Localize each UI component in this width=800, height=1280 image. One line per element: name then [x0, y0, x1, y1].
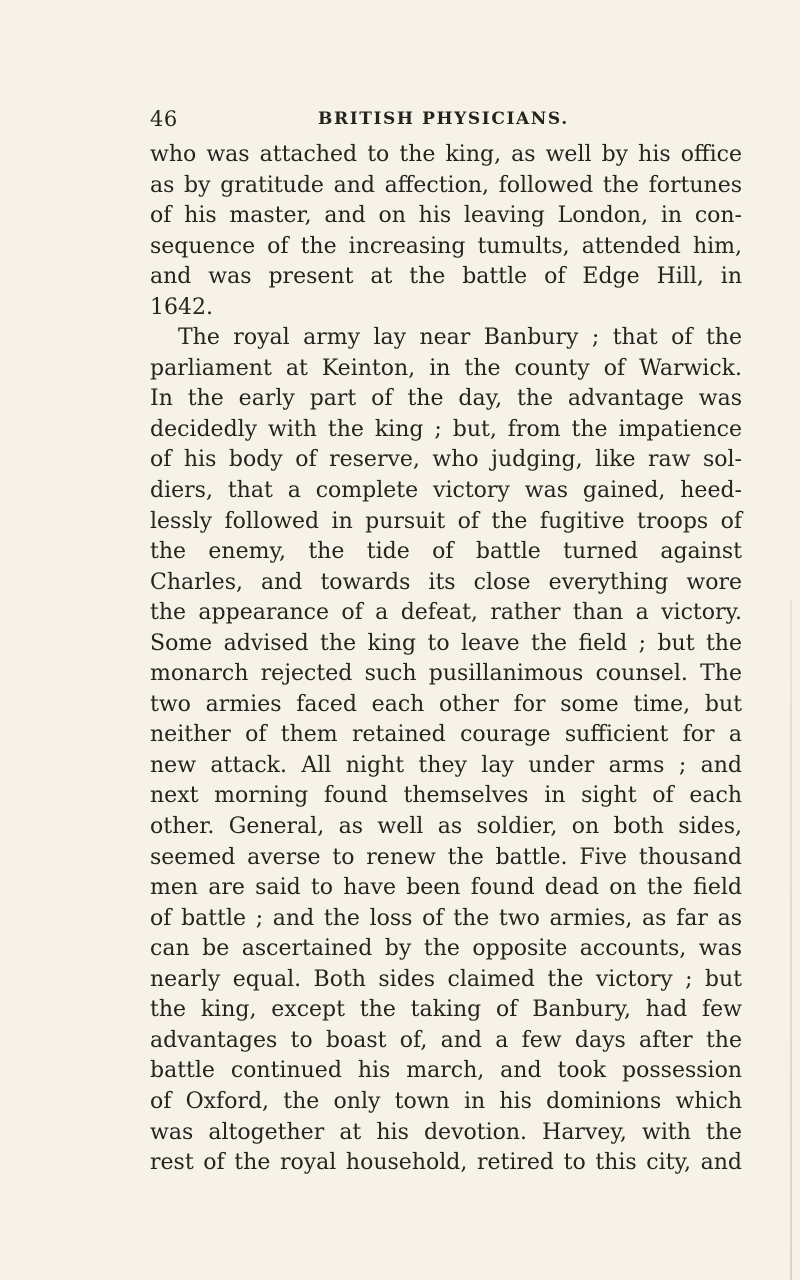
text-line: 1642.	[150, 294, 213, 320]
text-line: battle continued his march, and took possession	[150, 1058, 742, 1084]
text-line: nearly equal. Both sides claimed the victory ; but	[150, 966, 742, 992]
text-line: of battle ; and the loss of the two armies, as far as	[150, 905, 742, 931]
text-line: of Oxford, the only town in his dominions which	[150, 1088, 742, 1114]
text-line: two armies faced each other for some time, but	[150, 691, 742, 717]
text-line: of his body of reserve, who judging, like raw sol-	[150, 447, 742, 473]
text-line: Charles, and towards its close everything wore	[150, 569, 742, 595]
text-line: lessly followed in pursuit of the fugitive troops of	[150, 508, 742, 534]
page-edge-shadow	[790, 600, 792, 1280]
text-line: diers, that a complete victory was gained, heed-	[150, 478, 742, 504]
text-line: who was attached to the king, as well by his office	[150, 142, 742, 167]
text-line: Some advised the king to leave the field ; but the	[150, 630, 742, 656]
text-line: the enemy, the tide of battle turned against	[150, 539, 742, 565]
text-line: of his master, and on his leaving London, in con-	[150, 203, 742, 229]
text-line: the appearance of a defeat, rather than a victory.	[150, 600, 742, 626]
paragraph-start-line: The royal army lay near Banbury ; that of the	[178, 325, 742, 351]
text-line: other. General, as well as soldier, on both sides,	[150, 814, 742, 840]
text-line: sequence of the increasing tumults, attended him,	[150, 233, 742, 259]
text-line: was altogether at his devotion. Harvey, with the	[150, 1119, 742, 1145]
text-line: decidedly with the king ; but, from the impatience	[150, 416, 742, 442]
text-line: advantages to boast of, and a few days after the	[150, 1027, 742, 1053]
text-line: neither of them retained courage sufficient for a	[150, 722, 742, 748]
text-line: seemed averse to renew the battle. Five thousand	[150, 844, 742, 870]
text-line: new attack. All night they lay under arms ; and	[150, 752, 742, 778]
text-line: can be ascertained by the opposite accounts, was	[150, 936, 742, 962]
text-line: rest of the royal household, retired to this city, and	[150, 1150, 742, 1176]
page-number: 46	[150, 107, 178, 131]
text-line: parliament at Keinton, in the county of Warwick.	[150, 355, 742, 381]
text-line: men are said to have been found dead on the field	[150, 875, 742, 901]
text-line: monarch rejected such pusillanimous counsel. The	[150, 661, 742, 687]
text-line: the king, except the taking of Banbury, had few	[150, 997, 742, 1023]
text-line: next morning found themselves in sight of each	[150, 783, 742, 809]
running-title: BRITISH PHYSICIANS.	[318, 109, 569, 129]
text-line: and was present at the battle of Edge Hill, in	[150, 264, 742, 290]
body-text	[150, 140, 742, 1179]
running-head	[150, 107, 740, 137]
text-line: as by gratitude and affection, followed the fortunes	[150, 172, 742, 198]
text-line: In the early part of the day, the advantage was	[150, 386, 742, 412]
